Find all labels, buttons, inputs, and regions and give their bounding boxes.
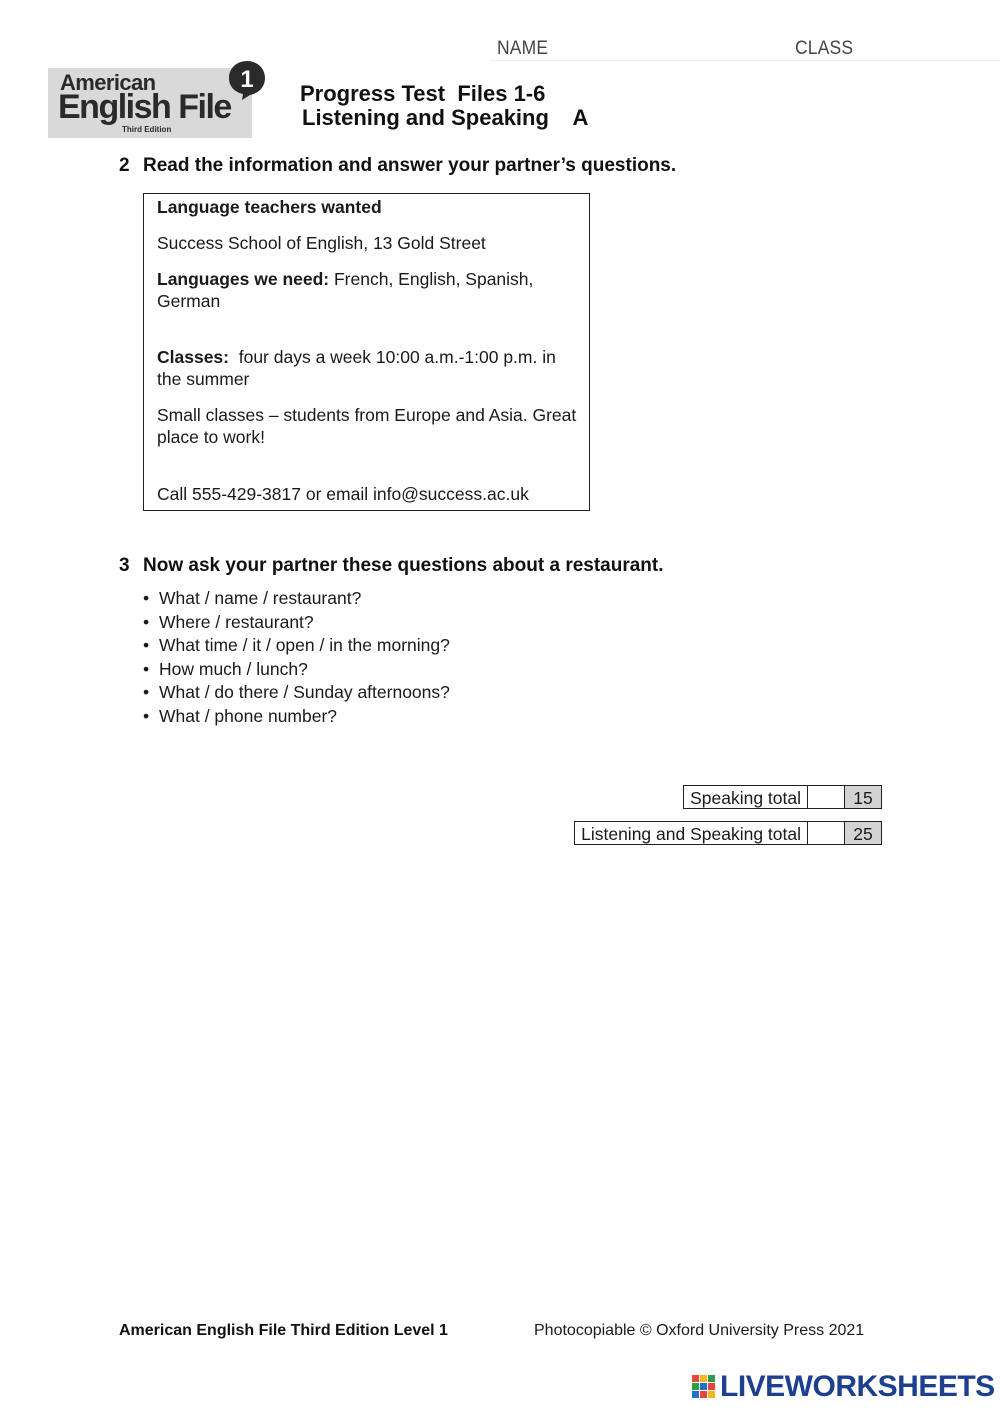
classes-value: four days a week 10:00 a.m.-1:00 p.m. in the summer xyxy=(157,347,561,389)
list-item: • How much / lunch? xyxy=(143,658,308,679)
question-2-number: 2 xyxy=(119,155,130,176)
listening-speaking-total-label: Listening and Speaking total xyxy=(574,821,808,845)
list-item: • What / name / restaurant? xyxy=(143,588,362,608)
question-3-number: 3 xyxy=(119,555,130,576)
header-rule xyxy=(490,60,1000,61)
question-list xyxy=(143,587,450,728)
listening-speaking-total-score-field[interactable] xyxy=(808,821,845,845)
logo-edition: Third Edition xyxy=(122,125,172,134)
list-item: • What time / it / open / in the morning? xyxy=(143,635,450,655)
speaking-total-label: Speaking total xyxy=(683,785,808,809)
name-field-label: NAME xyxy=(497,38,549,59)
list-item: • What / do there / Sunday afternoons? xyxy=(143,682,450,702)
logo-english-file: English File xyxy=(58,88,231,126)
speaking-total-max: 15 xyxy=(845,785,882,809)
listening-speaking-total-row xyxy=(574,821,882,845)
liveworksheets-text: LIVEWORKSHEETS xyxy=(720,1370,995,1403)
list-item: • Where / restaurant? xyxy=(143,611,314,632)
info-box-classes xyxy=(157,346,577,390)
classes-label: Classes: xyxy=(157,347,229,367)
title-line-2: Listening and Speaking A xyxy=(302,105,589,130)
footer-title: American English File Third Edition Level 1 xyxy=(119,1322,448,1339)
info-box-title: Language teachers wanted xyxy=(157,197,382,217)
question-2-heading xyxy=(119,155,676,177)
speaking-total-row xyxy=(683,785,882,809)
question-item-text: What / do there / Sunday afternoons? xyxy=(159,682,450,702)
question-item-text: How much / lunch? xyxy=(159,658,308,679)
question-item-text: What / phone number? xyxy=(159,705,338,726)
footer-copyright: Photocopiable © Oxford University Press 2021 xyxy=(534,1322,865,1339)
logo-american: American xyxy=(60,70,156,95)
question-item-text: Where / restaurant? xyxy=(159,611,314,632)
listening-speaking-total-max: 25 xyxy=(845,821,882,845)
list-item: • What / phone number? xyxy=(143,705,338,726)
languages-label: Languages we need: xyxy=(157,269,330,289)
question-3-text: Now ask your partner these questions about a restaurant. xyxy=(143,555,664,576)
info-box-contact: Call 555-429-3817 or email info@success.ac.uk xyxy=(157,484,529,504)
speaking-total-score-field[interactable] xyxy=(808,785,845,809)
level-badge-icon xyxy=(228,60,266,100)
liveworksheets-logo-icon xyxy=(692,1375,716,1399)
liveworksheets-watermark xyxy=(692,1372,995,1402)
page-title xyxy=(300,82,588,130)
class-field-label: CLASS xyxy=(795,38,854,59)
question-item-text: What / name / restaurant? xyxy=(159,588,362,608)
question-item-text: What time / it / open / in the morning? xyxy=(159,635,450,655)
level-number: 1 xyxy=(240,66,254,93)
question-3-heading xyxy=(119,555,664,577)
info-box-address: Success School of English, 13 Gold Street xyxy=(157,233,486,253)
languages-value: French, English, Spanish, German xyxy=(157,269,534,311)
info-box-languages xyxy=(157,268,577,312)
question-2-text: Read the information and answer your partner’s questions. xyxy=(143,155,677,176)
title-line-1: Progress Test Files 1-6 xyxy=(300,81,546,106)
info-box-small-classes: Small classes – students from Europe and Asia. Great place to work! xyxy=(157,405,577,447)
